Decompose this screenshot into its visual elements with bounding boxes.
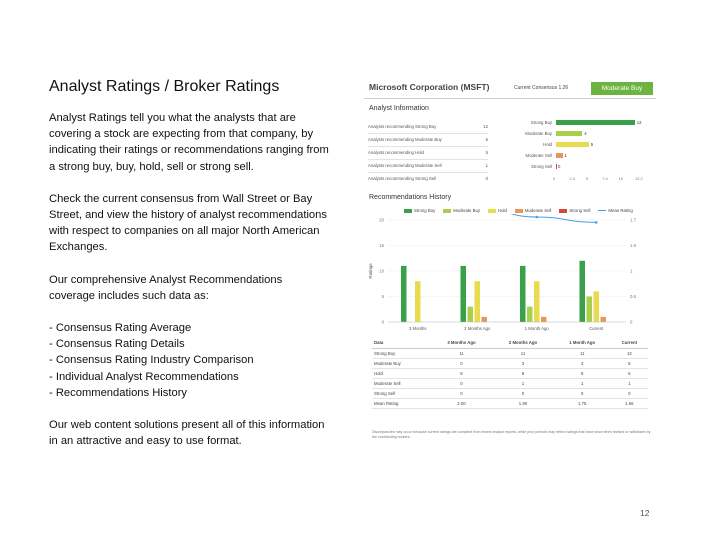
y2-tick-label: 1.5 bbox=[630, 243, 636, 248]
y-tick-label: 20 bbox=[379, 217, 384, 223]
history-bar bbox=[415, 281, 421, 322]
list-item: - Consensus Rating Details bbox=[49, 338, 185, 351]
hbar-value-label: 5 bbox=[590, 141, 594, 147]
table-row bbox=[372, 398, 648, 408]
hbar-bar bbox=[556, 131, 582, 136]
y-tick-label: 0 bbox=[381, 319, 384, 325]
table-row bbox=[372, 358, 648, 368]
description-text bbox=[49, 110, 329, 465]
history-heading: Recommendations History bbox=[369, 194, 452, 201]
table-row bbox=[372, 388, 648, 398]
y-axis-label: Ratings bbox=[368, 263, 373, 279]
x-tick-label: Current bbox=[589, 326, 604, 331]
row-divider bbox=[368, 172, 488, 173]
row-divider bbox=[368, 159, 488, 160]
legend-swatch bbox=[404, 209, 412, 213]
table-cell: 1.66 bbox=[611, 398, 648, 408]
hbar-tick-label: 2.4 bbox=[569, 176, 575, 181]
slide-title: Analyst Ratings / Broker Ratings bbox=[49, 78, 280, 95]
legend-label: Strong Sell bbox=[569, 208, 591, 213]
hbar-value-label: 12 bbox=[636, 119, 642, 125]
analyst-row-label: Analysts recommending Moderate Buy bbox=[368, 137, 442, 142]
table-header: 3 Months Ago bbox=[431, 338, 493, 348]
legend-label: Hold bbox=[498, 208, 507, 213]
row-divider bbox=[368, 133, 488, 134]
history-bar bbox=[468, 307, 474, 322]
legend-label: Strong Buy bbox=[414, 208, 436, 213]
hbar-value-label: 4 bbox=[584, 130, 587, 136]
mean-rating-point bbox=[535, 216, 538, 219]
list-item: - Recommendations History bbox=[49, 386, 188, 399]
hbar-category-label: Moderate Buy bbox=[525, 130, 552, 136]
page-number: 12 bbox=[640, 508, 650, 518]
hbar-tick-label: 7.4 bbox=[602, 176, 608, 181]
table-cell: Mean Rating bbox=[372, 398, 431, 408]
table-cell: 1 bbox=[492, 378, 554, 388]
legend-swatch bbox=[598, 210, 606, 212]
history-bar bbox=[475, 281, 481, 322]
consensus-badge: Moderate Buy bbox=[591, 82, 653, 95]
legend-item bbox=[515, 208, 552, 213]
table-cell: 1.75 bbox=[554, 398, 611, 408]
analyst-row-label: Analysts recommending Strong Buy bbox=[368, 124, 437, 129]
table-header: 1 Month Ago bbox=[554, 338, 611, 348]
mean-rating-point bbox=[595, 221, 598, 224]
table-row bbox=[372, 378, 648, 388]
legend-item bbox=[598, 208, 632, 213]
table-cell: 0 bbox=[431, 358, 493, 368]
coverage-list bbox=[49, 320, 329, 401]
analyst-row-value: 12 bbox=[483, 124, 488, 129]
legend-label: Moderate Sell bbox=[524, 208, 552, 213]
list-item: - Consensus Rating Average bbox=[49, 322, 192, 335]
analyst-row-value: 1 bbox=[485, 163, 488, 168]
y2-tick-label: 1 bbox=[630, 268, 633, 274]
analyst-row bbox=[368, 135, 488, 145]
hbar-category-label: Moderate Sell bbox=[525, 152, 552, 158]
history-bar bbox=[594, 291, 600, 322]
coverage-paragraph: Our comprehensive Analyst Recommendations coverage includes such data as: bbox=[49, 273, 283, 302]
table-cell: Strong Buy bbox=[372, 348, 431, 358]
hbar-bar bbox=[556, 142, 589, 147]
table-row bbox=[372, 368, 648, 378]
table-header: Data bbox=[372, 338, 431, 348]
header-divider bbox=[364, 98, 656, 99]
consensus-label: Current Consensus 1.26 bbox=[514, 85, 569, 91]
y-tick-label: 5 bbox=[381, 294, 384, 299]
hbar-bar bbox=[556, 153, 563, 158]
hbar-tick-label: 5 bbox=[585, 176, 589, 181]
analyst-row bbox=[368, 122, 488, 132]
analyst-row bbox=[368, 161, 488, 171]
history-bar bbox=[580, 261, 586, 322]
hbar-category-label: Strong Sell bbox=[530, 163, 552, 169]
hbar-tick-label: 0 bbox=[553, 176, 556, 181]
footnote: Discrepancies may occur because current ratings are compiled from recent analyst reports, while prior periods may reflect ratings that have since been revised or withdrawn by the contributing brokers. bbox=[372, 430, 651, 439]
hbar-value-label: 0 bbox=[558, 163, 561, 169]
table-cell: 3 bbox=[554, 358, 611, 368]
x-tick-label: 2 Months Ago bbox=[464, 326, 491, 331]
analyst-row-label: Analysts recommending Strong Sell bbox=[368, 176, 437, 181]
table-row bbox=[372, 348, 648, 358]
table-cell: 8 bbox=[554, 368, 611, 378]
x-tick-label: 3 Months bbox=[408, 326, 427, 331]
table-cell: 8 bbox=[431, 368, 493, 378]
table-cell: 6 bbox=[611, 368, 648, 378]
legend-swatch bbox=[443, 209, 451, 213]
row-divider bbox=[368, 146, 488, 147]
table-cell: 0 bbox=[554, 388, 611, 398]
x-tick-label: 1 Month Ago bbox=[524, 326, 549, 331]
history-table bbox=[372, 338, 648, 409]
table-cell: 12 bbox=[611, 348, 648, 358]
table-cell: Moderate Sell bbox=[372, 378, 431, 388]
table-cell: Hold bbox=[372, 368, 431, 378]
list-item: - Consensus Rating Industry Comparison bbox=[49, 354, 254, 367]
table-cell: 11 bbox=[431, 348, 493, 358]
legend-item bbox=[488, 208, 507, 213]
closing-paragraph: Our web content solutions present all of this information in an attractive and easy to use format. bbox=[49, 419, 325, 448]
history-bar bbox=[541, 317, 547, 322]
analyst-row-value: 5 bbox=[485, 150, 488, 155]
table-cell: 11 bbox=[492, 348, 554, 358]
table-cell: Moderate Buy bbox=[372, 358, 431, 368]
history-bar bbox=[520, 266, 526, 322]
analyst-row-value: 5 bbox=[485, 137, 488, 142]
history-bar bbox=[401, 266, 407, 322]
table-header: Current bbox=[611, 338, 648, 348]
hbar-bar bbox=[556, 164, 557, 169]
table-cell: 0 bbox=[431, 378, 493, 388]
chart-legend bbox=[404, 208, 633, 213]
table-cell: 5 bbox=[611, 358, 648, 368]
analyst-row-value: 0 bbox=[485, 176, 488, 181]
y-tick-label: 15 bbox=[379, 243, 384, 248]
legend-item bbox=[443, 208, 480, 213]
hbar-tick-label: 10 bbox=[618, 176, 624, 181]
analyst-row bbox=[368, 148, 488, 158]
y2-tick-label: 0 bbox=[630, 319, 633, 325]
y-tick-label: 10 bbox=[379, 268, 384, 274]
hbar-category-label: Strong Buy bbox=[530, 119, 552, 125]
hbar-value-label: 1 bbox=[564, 152, 567, 158]
legend-item bbox=[559, 208, 590, 213]
history-bar bbox=[601, 317, 607, 322]
table-cell: 1.90 bbox=[492, 398, 554, 408]
y2-tick-label: 1.7 bbox=[630, 217, 636, 223]
table-header: 2 Months Ago bbox=[492, 338, 554, 348]
legend-swatch bbox=[559, 209, 567, 213]
history-bar bbox=[527, 307, 533, 322]
analyst-row bbox=[368, 174, 488, 184]
history-bar-chart bbox=[364, 214, 656, 342]
hbar-tick-label: 12.2 bbox=[635, 176, 643, 181]
history-bar bbox=[482, 317, 488, 322]
analyst-ratings-widget bbox=[364, 78, 656, 450]
history-bar bbox=[587, 297, 593, 323]
y2-tick-label: 0.5 bbox=[630, 294, 636, 299]
legend-swatch bbox=[488, 209, 496, 213]
legend-label: Moderate Buy bbox=[453, 208, 481, 213]
table-cell: 2.00 bbox=[431, 398, 493, 408]
company-title: Microsoft Corporation (MSFT) bbox=[369, 82, 490, 92]
table-cell: 0 bbox=[431, 388, 493, 398]
list-item: - Individual Analyst Recommendations bbox=[49, 370, 239, 383]
table-cell: 1 bbox=[554, 378, 611, 388]
table-cell: 11 bbox=[554, 348, 611, 358]
legend-label: Mean Rating bbox=[608, 208, 633, 213]
analyst-info-heading: Analyst Information bbox=[369, 105, 429, 112]
table-cell: Strong Sell bbox=[372, 388, 431, 398]
hbar-category-label: Hold bbox=[543, 141, 552, 147]
mean-rating-line bbox=[418, 214, 597, 222]
consensus-paragraph: Check the current consensus from Wall Street or Bay Street, and view the history of analyst recommendations with respect to companies on all major North American Exchanges. bbox=[49, 192, 327, 254]
history-bar bbox=[534, 281, 540, 322]
analyst-row-label: Analysts recommending Hold bbox=[368, 150, 424, 155]
table-cell: 0 bbox=[611, 388, 648, 398]
table-cell: 8 bbox=[492, 368, 554, 378]
hbar-bar bbox=[556, 120, 635, 125]
analyst-row-label: Analysts recommending Moderate Sell bbox=[368, 163, 442, 168]
history-bar bbox=[461, 266, 467, 322]
table-cell: 1 bbox=[611, 378, 648, 388]
legend-swatch bbox=[515, 209, 523, 213]
table-header-row bbox=[372, 338, 648, 348]
legend-item bbox=[404, 208, 435, 213]
table-cell: 0 bbox=[492, 388, 554, 398]
table-cell: 3 bbox=[492, 358, 554, 368]
intro-paragraph: Analyst Ratings tell you what the analysts that are covering a stock are expecting from that company, by indicating their ratings or recommendations ranging from a strong buy, buy, hold, sell or strong sell. bbox=[49, 112, 329, 173]
